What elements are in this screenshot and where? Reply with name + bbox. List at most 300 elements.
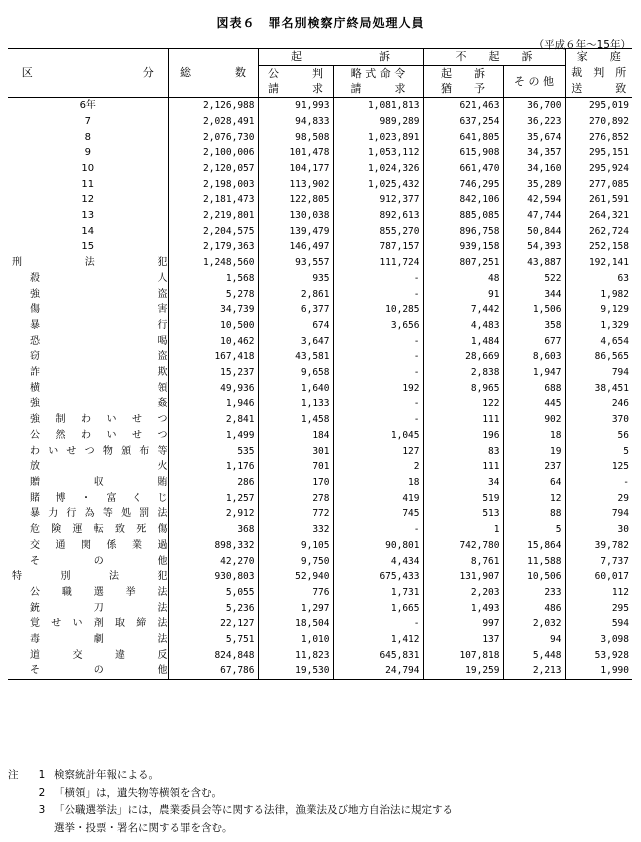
- row-label: 強制わいせつ: [30, 414, 168, 426]
- cell-value: 807,251: [423, 255, 503, 271]
- row-label: 交通関係業過: [30, 539, 168, 551]
- cell-value: -: [333, 616, 423, 632]
- cell-value: -: [333, 287, 423, 303]
- cell-value: 233: [503, 585, 565, 601]
- cell-value: 111: [423, 459, 503, 475]
- cell-value: 1,081,813: [333, 98, 423, 114]
- cell-value: 29: [565, 491, 632, 507]
- note-key: [8, 802, 30, 820]
- row-label: 道交違反: [30, 649, 168, 661]
- row-label: 特 別 法 犯: [12, 571, 168, 583]
- note-text: 「横領」は，遺失物等横領を含む。: [54, 786, 222, 799]
- cell-value: 54,393: [503, 239, 565, 255]
- table-row: [8, 538, 632, 554]
- cell-value: 113,902: [258, 177, 333, 193]
- cell-value: 989,289: [333, 114, 423, 130]
- header-sonota: そ の 他: [503, 65, 565, 97]
- cell-value: 1,053,112: [333, 145, 423, 161]
- header-ryaku-2: 請 求: [333, 81, 423, 97]
- cell-value: 641,805: [423, 130, 503, 146]
- table-row: [8, 506, 632, 522]
- row-label: 11: [81, 178, 95, 190]
- table-row: [8, 349, 632, 365]
- cell-value: 5,448: [503, 648, 565, 664]
- cell-value: 1,248,560: [168, 255, 258, 271]
- cell-value: 278: [258, 491, 333, 507]
- cell-value: 898,332: [168, 538, 258, 554]
- cell-value: 1,568: [168, 271, 258, 287]
- cell-value: 445: [503, 396, 565, 412]
- cell-value: 15,864: [503, 538, 565, 554]
- table-title: 図表６ 罪名別検察庁終局処理人員: [216, 16, 425, 30]
- cell-value: 192: [333, 381, 423, 397]
- cell-value: 19: [503, 444, 565, 460]
- cell-value: 594: [565, 616, 632, 632]
- note-line: [8, 767, 453, 785]
- cell-value: 295,151: [565, 145, 632, 161]
- cell-value: 36,700: [503, 98, 565, 114]
- cell-value: 688: [503, 381, 565, 397]
- cell-value: 2,028,491: [168, 114, 258, 130]
- cell-value: 1,045: [333, 428, 423, 444]
- row-label: 8: [84, 131, 91, 143]
- table-row: [8, 632, 632, 648]
- cell-value: 939,158: [423, 239, 503, 255]
- cell-value: 615,908: [423, 145, 503, 161]
- cell-value: 2,179,363: [168, 239, 258, 255]
- cell-value: 237: [503, 459, 565, 475]
- cell-value: -: [333, 334, 423, 350]
- cell-value: 52,940: [258, 569, 333, 585]
- cell-value: 344: [503, 287, 565, 303]
- cell-value: 1,133: [258, 396, 333, 412]
- note-key: [8, 820, 30, 838]
- cell-value: 997: [423, 616, 503, 632]
- cell-value: 1,257: [168, 491, 258, 507]
- cell-value: 30: [565, 522, 632, 538]
- row-label: 13: [81, 210, 95, 222]
- note-line: [8, 785, 453, 803]
- cell-value: 196: [423, 428, 503, 444]
- cell-value: 111: [423, 412, 503, 428]
- cell-value: 93,557: [258, 255, 333, 271]
- cell-value: 18: [333, 475, 423, 491]
- table-row: [8, 601, 632, 617]
- table-row: [8, 663, 632, 679]
- cell-value: 1,506: [503, 302, 565, 318]
- cell-value: 1,412: [333, 632, 423, 648]
- cell-value: 277,085: [565, 177, 632, 193]
- row-label: 12: [81, 194, 95, 206]
- row-label: 10: [81, 162, 95, 174]
- cell-value: 167,418: [168, 349, 258, 365]
- cell-value: 3,647: [258, 334, 333, 350]
- cell-value: 486: [503, 601, 565, 617]
- cell-value: 6,377: [258, 302, 333, 318]
- cell-value: 9,750: [258, 554, 333, 570]
- cell-value: 9,105: [258, 538, 333, 554]
- cell-value: 2,219,801: [168, 208, 258, 224]
- table-row: [8, 177, 632, 193]
- cell-value: 3,098: [565, 632, 632, 648]
- cell-value: 34,357: [503, 145, 565, 161]
- cell-value: 2,126,988: [168, 98, 258, 114]
- row-label: 殺人: [30, 272, 168, 284]
- cell-value: 127: [333, 444, 423, 460]
- cell-value: 787,157: [333, 239, 423, 255]
- cell-value: 276,852: [565, 130, 632, 146]
- cell-value: 794: [565, 506, 632, 522]
- cell-value: 36,223: [503, 114, 565, 130]
- row-label: 15: [81, 241, 95, 253]
- cell-value: 94: [503, 632, 565, 648]
- table-row: [8, 381, 632, 397]
- cell-value: 745: [333, 506, 423, 522]
- cell-value: 8,603: [503, 349, 565, 365]
- header-kiso-yuyo-2: 猶 予: [423, 81, 503, 97]
- cell-value: 5: [503, 522, 565, 538]
- cell-value: 22,127: [168, 616, 258, 632]
- cell-value: 264,321: [565, 208, 632, 224]
- cell-value: 1,176: [168, 459, 258, 475]
- cell-value: 419: [333, 491, 423, 507]
- cell-value: 4,654: [565, 334, 632, 350]
- row-label: 覚せい剤取締法: [30, 618, 168, 630]
- cell-value: 64: [503, 475, 565, 491]
- row-label: 公然わいせつ: [30, 429, 168, 441]
- note-key: [8, 785, 30, 803]
- note-num: 3: [38, 804, 46, 817]
- row-label: 公職選挙法: [30, 586, 168, 598]
- row-label: 銃刀法: [30, 602, 168, 614]
- cell-value: 2,203: [423, 585, 503, 601]
- cell-value: 7,737: [565, 554, 632, 570]
- row-label: 強盗: [30, 288, 168, 300]
- cell-value: 107,818: [423, 648, 503, 664]
- cell-value: 637,254: [423, 114, 503, 130]
- cell-value: 2,181,473: [168, 192, 258, 208]
- row-label: 詐欺: [30, 367, 168, 379]
- cell-value: 2,120,057: [168, 161, 258, 177]
- cell-value: 5,278: [168, 287, 258, 303]
- note-num: [30, 820, 54, 838]
- cell-value: 10,500: [168, 318, 258, 334]
- cell-value: -: [333, 365, 423, 381]
- cell-value: 10,285: [333, 302, 423, 318]
- cell-value: 513: [423, 506, 503, 522]
- cell-value: 125: [565, 459, 632, 475]
- cell-value: 8,761: [423, 554, 503, 570]
- cell-value: 301: [258, 444, 333, 460]
- cell-value: 49,936: [168, 381, 258, 397]
- header-total: 総 数: [168, 49, 258, 98]
- cell-value: 1,731: [333, 585, 423, 601]
- cell-value: 34,160: [503, 161, 565, 177]
- cell-value: 2,213: [503, 663, 565, 679]
- cell-value: 855,270: [333, 224, 423, 240]
- cell-value: 170: [258, 475, 333, 491]
- cell-value: 842,106: [423, 192, 503, 208]
- cell-value: 677: [503, 334, 565, 350]
- cell-value: 5,236: [168, 601, 258, 617]
- cell-value: 131,907: [423, 569, 503, 585]
- cell-value: 5,055: [168, 585, 258, 601]
- cell-value: 35,674: [503, 130, 565, 146]
- cell-value: 11,588: [503, 554, 565, 570]
- table-row: [8, 554, 632, 570]
- cell-value: 661,470: [423, 161, 503, 177]
- header-kohan-2: 請 求: [258, 81, 333, 97]
- cell-value: -: [333, 396, 423, 412]
- cell-value: 42,270: [168, 554, 258, 570]
- table-row: [8, 239, 632, 255]
- header-kohan: 公 判: [258, 65, 333, 81]
- cell-value: 4,483: [423, 318, 503, 334]
- cell-value: 56: [565, 428, 632, 444]
- note-num: 2: [38, 786, 46, 799]
- row-label: わいせつ物頒布等: [30, 445, 168, 457]
- table-row: [8, 318, 632, 334]
- cell-value: 86,565: [565, 349, 632, 365]
- cell-value: 18: [503, 428, 565, 444]
- cell-value: 295: [565, 601, 632, 617]
- cell-value: 11,823: [258, 648, 333, 664]
- cell-value: 38,451: [565, 381, 632, 397]
- cell-value: 122,805: [258, 192, 333, 208]
- cell-value: 772: [258, 506, 333, 522]
- cell-value: 645,831: [333, 648, 423, 664]
- cell-value: 794: [565, 365, 632, 381]
- cell-value: 522: [503, 271, 565, 287]
- table-row: [8, 648, 632, 664]
- header-katei: 家 庭: [565, 49, 632, 66]
- cell-value: 9,129: [565, 302, 632, 318]
- table-row: [8, 208, 632, 224]
- cell-value: 90,801: [333, 538, 423, 554]
- cell-value: 146,497: [258, 239, 333, 255]
- row-label: その他: [8, 663, 168, 679]
- table-row: [8, 224, 632, 240]
- cell-value: 1,990: [565, 663, 632, 679]
- cell-value: 43,887: [503, 255, 565, 271]
- period-label: （平成６年〜15年）: [533, 39, 631, 51]
- cell-value: 935: [258, 271, 333, 287]
- cell-value: 60,017: [565, 569, 632, 585]
- cell-value: 104,177: [258, 161, 333, 177]
- table-row: [8, 130, 632, 146]
- cell-value: 139,479: [258, 224, 333, 240]
- cell-value: 192,141: [565, 255, 632, 271]
- table-row: [8, 444, 632, 460]
- row-label: 横領: [30, 382, 168, 394]
- note-num: 1: [38, 769, 46, 781]
- cell-value: 930,803: [168, 569, 258, 585]
- cell-value: 902: [503, 412, 565, 428]
- table-row: [8, 271, 632, 287]
- cell-value: 53,928: [565, 648, 632, 664]
- cell-value: 1,640: [258, 381, 333, 397]
- cell-value: 10,462: [168, 334, 258, 350]
- cell-value: 122: [423, 396, 503, 412]
- cell-value: 98,508: [258, 130, 333, 146]
- row-label: 贈収賄: [30, 476, 168, 488]
- cell-value: 67,786: [168, 663, 258, 679]
- header-kiso: 起 訴: [258, 49, 423, 66]
- table-row: [8, 98, 632, 114]
- cell-value: 19,259: [423, 663, 503, 679]
- cell-value: 8,965: [423, 381, 503, 397]
- cell-value: -: [333, 349, 423, 365]
- cell-value: 912,377: [333, 192, 423, 208]
- cell-value: 746,295: [423, 177, 503, 193]
- cell-value: 5: [565, 444, 632, 460]
- cell-value: 34,739: [168, 302, 258, 318]
- cell-value: 2,912: [168, 506, 258, 522]
- cell-value: 48: [423, 271, 503, 287]
- cell-value: 137: [423, 632, 503, 648]
- note-text: 検察統計年報による。: [54, 769, 159, 781]
- cell-value: 621,463: [423, 98, 503, 114]
- row-label: 窃盗: [30, 351, 168, 363]
- row-label: 刑 法 犯: [12, 257, 168, 269]
- table-row: [8, 302, 632, 318]
- cell-value: 94,833: [258, 114, 333, 130]
- cell-value: 2,032: [503, 616, 565, 632]
- row-label: 9: [84, 147, 91, 159]
- table-row: [8, 475, 632, 491]
- cell-value: 7,442: [423, 302, 503, 318]
- table-row: [8, 114, 632, 130]
- cell-value: 1,297: [258, 601, 333, 617]
- cell-value: 83: [423, 444, 503, 460]
- cell-value: 2,076,730: [168, 130, 258, 146]
- cell-value: 42,594: [503, 192, 565, 208]
- table-row: [8, 192, 632, 208]
- cell-value: 9,658: [258, 365, 333, 381]
- row-label: 14: [81, 225, 95, 237]
- table-row: [8, 334, 632, 350]
- cell-value: 1,024,326: [333, 161, 423, 177]
- cell-value: 246: [565, 396, 632, 412]
- cell-value: 824,848: [168, 648, 258, 664]
- disposition-table: [8, 48, 632, 680]
- row-label: 放火: [30, 461, 168, 473]
- row-label: 傷害: [30, 304, 168, 316]
- cell-value: 1,023,891: [333, 130, 423, 146]
- cell-value: 270,892: [565, 114, 632, 130]
- cell-value: 1,010: [258, 632, 333, 648]
- cell-value: 261,591: [565, 192, 632, 208]
- cell-value: 1,946: [168, 396, 258, 412]
- cell-value: 50,844: [503, 224, 565, 240]
- cell-value: 24,794: [333, 663, 423, 679]
- cell-value: 18,504: [258, 616, 333, 632]
- cell-value: 101,478: [258, 145, 333, 161]
- cell-value: 286: [168, 475, 258, 491]
- cell-value: 88: [503, 506, 565, 522]
- cell-value: 15,237: [168, 365, 258, 381]
- cell-value: 47,744: [503, 208, 565, 224]
- header-kiso-yuyo: 起 訴: [423, 65, 503, 81]
- cell-value: 34: [423, 475, 503, 491]
- cell-value: 535: [168, 444, 258, 460]
- cell-value: 2,861: [258, 287, 333, 303]
- cell-value: 519: [423, 491, 503, 507]
- note-key: 注: [8, 769, 19, 781]
- notes: [8, 767, 453, 837]
- table-row: [8, 569, 632, 585]
- row-label: 危険運転致死傷: [30, 524, 168, 536]
- row-label: 恐喝: [30, 335, 168, 347]
- cell-value: -: [565, 475, 632, 491]
- cell-value: 332: [258, 522, 333, 538]
- cell-value: 91,993: [258, 98, 333, 114]
- cell-value: 262,724: [565, 224, 632, 240]
- cell-value: -: [333, 522, 423, 538]
- row-label: 毒劇法: [30, 634, 168, 646]
- row-label: 6年: [79, 100, 96, 112]
- header-fukiso: 不 起 訴: [423, 49, 565, 66]
- header-soutchi: 送 致: [565, 81, 632, 97]
- cell-value: 885,085: [423, 208, 503, 224]
- cell-value: 184: [258, 428, 333, 444]
- cell-value: 1,458: [258, 412, 333, 428]
- cell-value: -: [333, 412, 423, 428]
- cell-value: 43,581: [258, 349, 333, 365]
- cell-value: 130,038: [258, 208, 333, 224]
- cell-value: 12: [503, 491, 565, 507]
- cell-value: 39,782: [565, 538, 632, 554]
- cell-value: 896,758: [423, 224, 503, 240]
- header-kubun: 区 分: [8, 49, 168, 98]
- cell-value: 111,724: [333, 255, 423, 271]
- row-label: 暴力行為等処罰法: [30, 508, 168, 520]
- cell-value: 1,025,432: [333, 177, 423, 193]
- cell-value: 2,100,006: [168, 145, 258, 161]
- cell-value: -: [333, 271, 423, 287]
- cell-value: 112: [565, 585, 632, 601]
- cell-value: 742,780: [423, 538, 503, 554]
- row-label: 暴行: [30, 319, 168, 331]
- cell-value: 1,982: [565, 287, 632, 303]
- header-ryaku: 略 式 命 令: [333, 65, 423, 81]
- header-saibansho: 裁 判 所: [565, 65, 632, 81]
- cell-value: 295,924: [565, 161, 632, 177]
- cell-value: 10,506: [503, 569, 565, 585]
- table-row: [8, 412, 632, 428]
- row-label: その他: [30, 555, 168, 567]
- cell-value: 2,838: [423, 365, 503, 381]
- table-row: [8, 585, 632, 601]
- cell-value: 358: [503, 318, 565, 334]
- cell-value: 4,434: [333, 554, 423, 570]
- table-row: [8, 459, 632, 475]
- table-row: [8, 616, 632, 632]
- cell-value: 91: [423, 287, 503, 303]
- cell-value: 892,613: [333, 208, 423, 224]
- cell-value: 1,484: [423, 334, 503, 350]
- cell-value: 674: [258, 318, 333, 334]
- table-row: [8, 428, 632, 444]
- cell-value: 28,669: [423, 349, 503, 365]
- cell-value: 1,329: [565, 318, 632, 334]
- cell-value: 3,656: [333, 318, 423, 334]
- table-row: [8, 396, 632, 412]
- cell-value: 1,665: [333, 601, 423, 617]
- cell-value: 2,198,003: [168, 177, 258, 193]
- table-row: [8, 287, 632, 303]
- cell-value: 2: [333, 459, 423, 475]
